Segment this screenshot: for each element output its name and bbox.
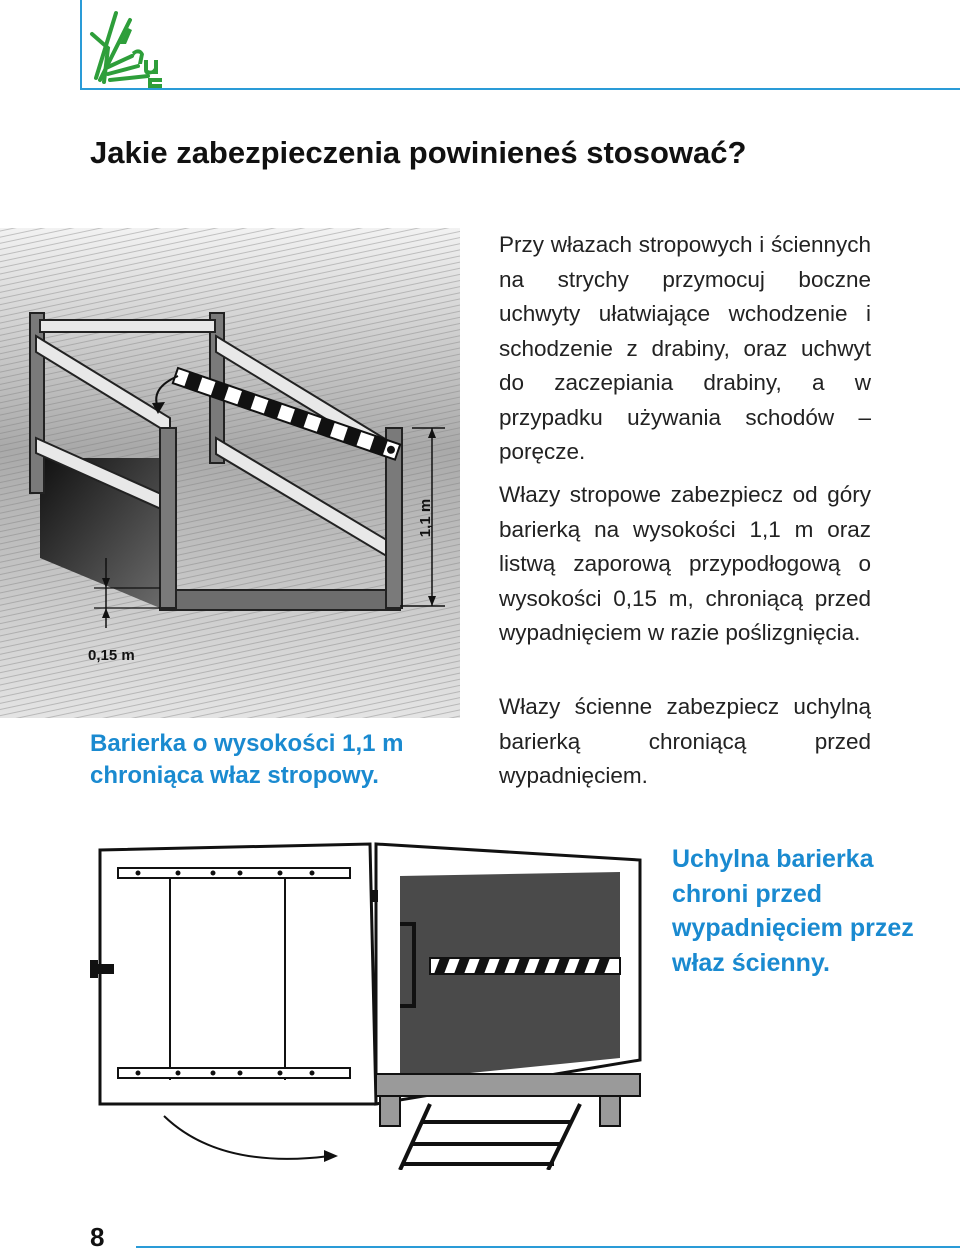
- figure2-caption: Uchylna barierka chroni przed wypadnięciem przez właz ścienny.: [672, 845, 914, 977]
- krus-logo-icon: [86, 8, 168, 88]
- ceiling-hatch-illustration: [0, 228, 460, 718]
- paragraph-ladder-handles: Przy włazach stropowych i ściennych na strychy przymocuj boczne uchwyty ułatwiające wchodzenie i schodzenie z drabiny, oraz uchwyt do zaczepiania drabiny, a w przypadku używania schodów – poręcze.: [499, 232, 871, 464]
- wall-hatch-illustration: [80, 830, 670, 1170]
- header-rule: [80, 88, 960, 90]
- header-rule-vertical: [80, 0, 82, 90]
- page-title: Jakie zabezpieczenia powinieneś stosować?: [90, 135, 747, 170]
- paragraph-wall-hatch: Włazy ścienne zabezpiecz uchylną barierką chroniącą przed wypadnięciem.: [499, 694, 871, 788]
- page-number: 8: [90, 1222, 105, 1252]
- height-label-top: 1,1 m: [417, 498, 434, 538]
- krus-logo: [86, 8, 168, 88]
- footer-rule: [136, 1246, 960, 1248]
- figure1-caption: Barierka o wysokości 1,1 m chroniąca właz stropowy.: [90, 730, 404, 789]
- height-label-bottom: 0,15 m: [88, 647, 135, 664]
- paragraph-ceiling-hatch: Włazy stropowe zabezpiecz od góry barierką na wysokości 1,1 m oraz listwą zaporową przypodłogową o wysokości 0,15 m, chroniącą przed wypadnięciem w razie poślizgnięcia.: [499, 482, 871, 645]
